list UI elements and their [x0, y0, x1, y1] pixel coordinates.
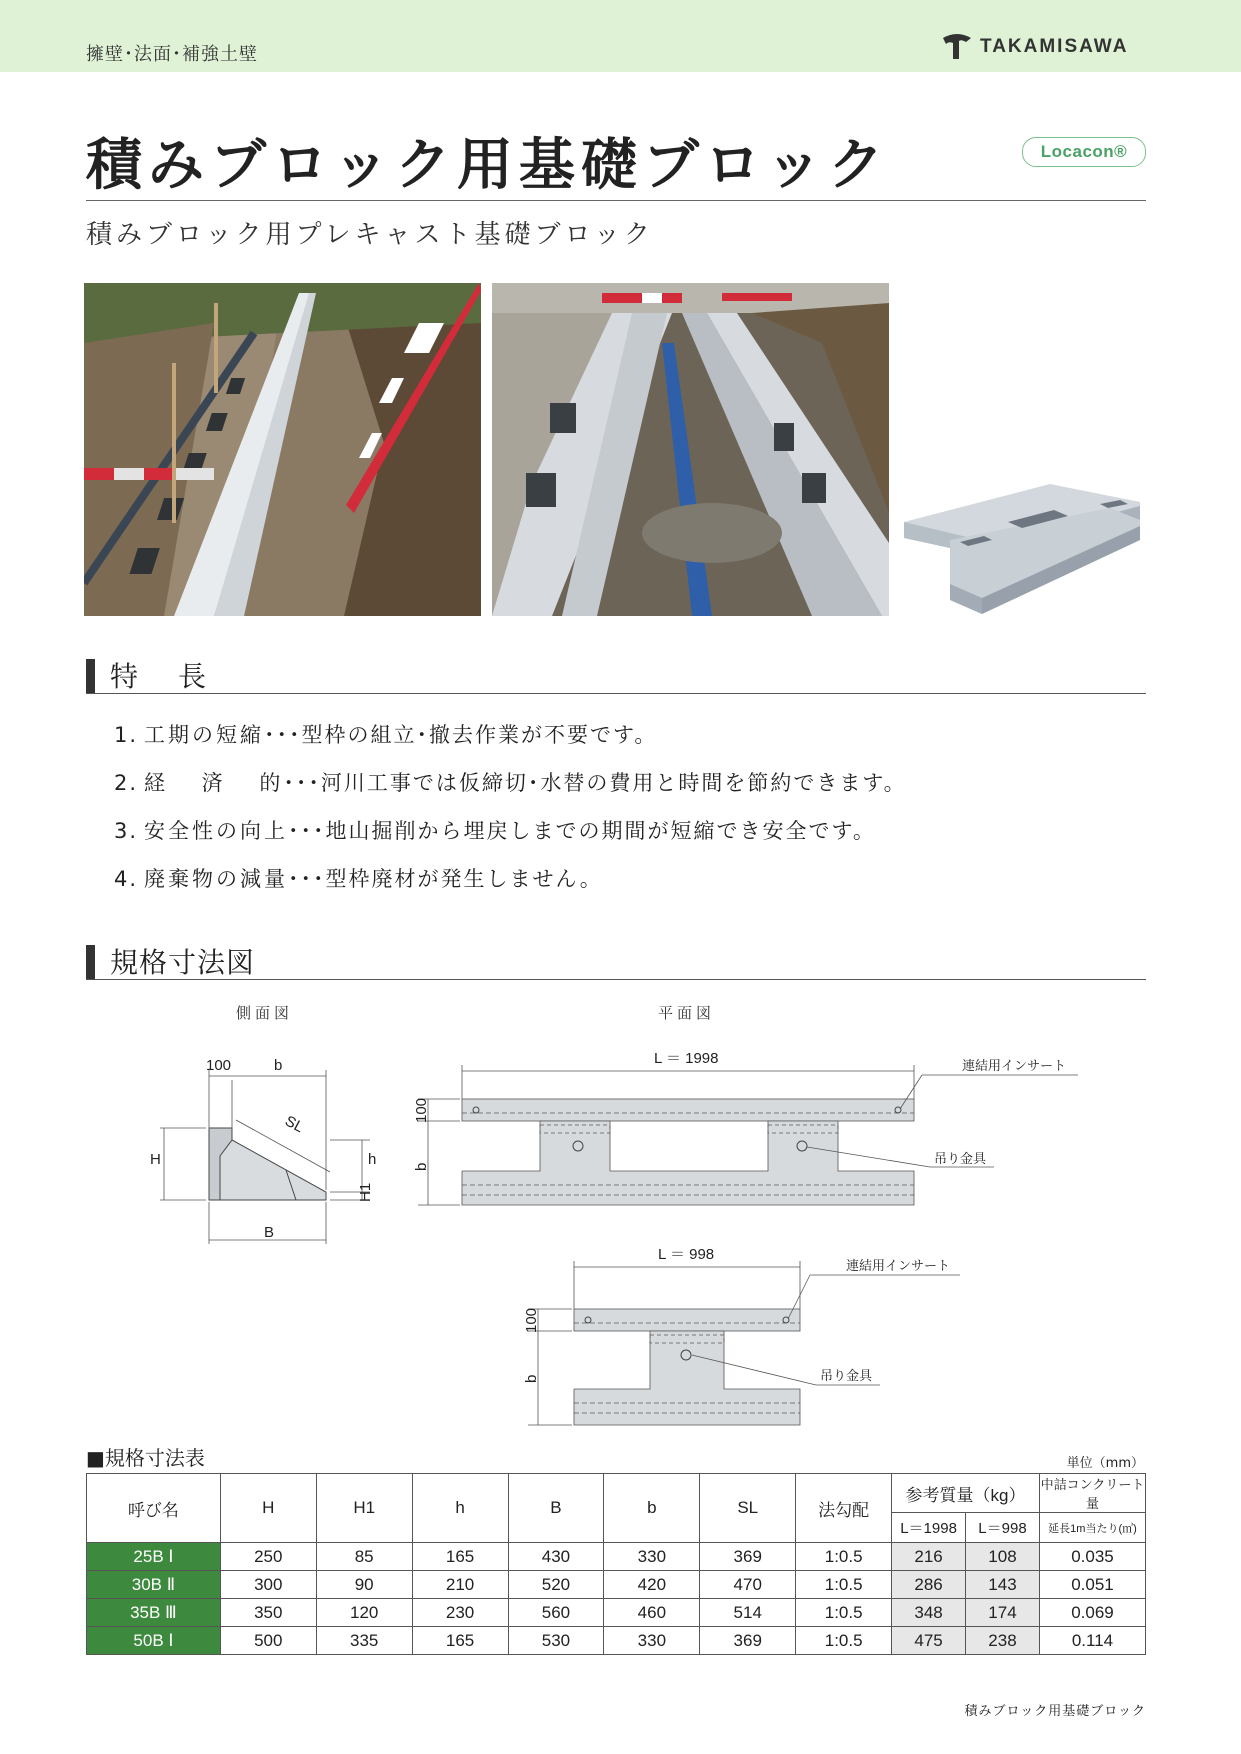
site-photo-parallel-blocks	[492, 283, 889, 616]
features-heading	[86, 655, 1146, 694]
col-header-mass-l1998: L＝1998	[892, 1513, 966, 1543]
plan-dim-100-2: 100	[523, 1307, 540, 1333]
col-header-b: b	[604, 1474, 700, 1543]
plan-dim-L1998: L ＝ 1998	[654, 1050, 719, 1067]
feature-item-4: 4. 廃棄物の減量･･･型枠廃材が発生しません。	[114, 867, 603, 891]
plan-dim-b-2: b	[523, 1374, 540, 1383]
spec-table-unit: 単位（mm）	[1066, 1456, 1144, 1471]
plan-hook-label-2: 吊り金具	[820, 1369, 873, 1384]
table-row: 30B Ⅱ 300 90 210 520 420 470 1:0.5 286 143 0.051	[87, 1571, 1146, 1599]
plan-dim-b-1: b	[413, 1162, 430, 1171]
plan-insert-label-1: 連結用インサート	[962, 1059, 1067, 1074]
col-header-H: H	[220, 1474, 316, 1543]
side-dim-b: b	[274, 1057, 283, 1074]
takamisawa-logo-icon	[940, 32, 974, 62]
table-row: 50B Ⅰ 500 335 165 530 330 369 1:0.5 475 238 0.114	[87, 1627, 1146, 1655]
plan-dim-L998: L ＝ 998	[658, 1246, 715, 1263]
features-heading-label: 特 長	[110, 660, 213, 693]
product-3d-rendering	[900, 480, 1142, 618]
col-header-H1: H1	[316, 1474, 412, 1543]
feature-item-3: 3. 安全性の向上･･･地山掘削から埋戻しまでの期間が短縮でき安全です。	[114, 819, 876, 843]
section-bar	[86, 659, 95, 693]
table-row: 25B Ⅰ 250 85 165 430 330 369 1:0.5 216 108 0.035	[87, 1543, 1146, 1571]
col-header-slope: 法勾配	[796, 1474, 892, 1543]
dimensions-heading	[86, 941, 1146, 980]
title-rule	[86, 200, 1146, 201]
page-subtitle: 積みブロック用プレキャスト基礎ブロック	[86, 220, 654, 250]
plan-dim-100-1: 100	[413, 1097, 430, 1123]
side-dim-h: h	[368, 1151, 377, 1168]
page-footer: 積みブロック用基礎ブロック	[964, 1704, 1146, 1719]
col-header-fill: 中詰コンクリート量	[1039, 1474, 1145, 1513]
col-header-fill-sub: 延長1m当たり(㎥)	[1039, 1513, 1145, 1543]
locacon-badge: Locacon®	[1022, 137, 1146, 167]
col-header-B: B	[508, 1474, 604, 1543]
dimensions-heading-label: 規格寸法図	[110, 946, 256, 979]
col-header-mass-l998: L＝998	[966, 1513, 1040, 1543]
col-header-SL: SL	[700, 1474, 796, 1543]
plan-view-diagram-1998	[410, 1045, 1110, 1225]
section-bar	[86, 945, 95, 979]
side-dim-H1: H1	[357, 1182, 374, 1202]
table-row: 35B Ⅲ 350 120 230 560 460 514 1:0.5 348 174 0.069	[87, 1599, 1146, 1627]
plan-hook-label-1: 吊り金具	[934, 1152, 987, 1167]
feature-item-2: 2. 経 済 的･･･河川工事では仮締切･水替の費用と時間を節約できます。	[114, 771, 907, 795]
brand-logo	[940, 32, 1128, 62]
col-header-mass: 参考質量（kg）	[892, 1474, 1040, 1513]
plan-view-diagram-998	[520, 1243, 1040, 1433]
side-view-label: 側面図	[236, 1004, 294, 1022]
category-label: 擁壁･法面･補強土壁	[86, 44, 258, 65]
side-dim-B: B	[264, 1224, 275, 1241]
col-header-h: h	[412, 1474, 508, 1543]
spec-table	[86, 1473, 1146, 1655]
plan-view-label: 平面図	[658, 1004, 716, 1022]
brand-name: TAKAMISAWA	[980, 36, 1129, 57]
site-photo-trench-installation	[84, 283, 481, 616]
feature-item-1: 1. 工期の短縮･･･型枠の組立･撤去作業が不要です。	[114, 723, 658, 747]
plan-insert-label-2: 連結用インサート	[846, 1259, 951, 1274]
side-dim-H: H	[150, 1151, 161, 1168]
side-view-diagram	[140, 1052, 380, 1252]
col-header-name: 呼び名	[87, 1474, 221, 1543]
side-dim-100: 100	[206, 1057, 232, 1074]
spec-table-title: ■規格寸法表	[86, 1446, 205, 1470]
page-title: 積みブロック用基礎ブロック	[86, 133, 890, 198]
side-dim-sl: SL	[282, 1112, 307, 1137]
